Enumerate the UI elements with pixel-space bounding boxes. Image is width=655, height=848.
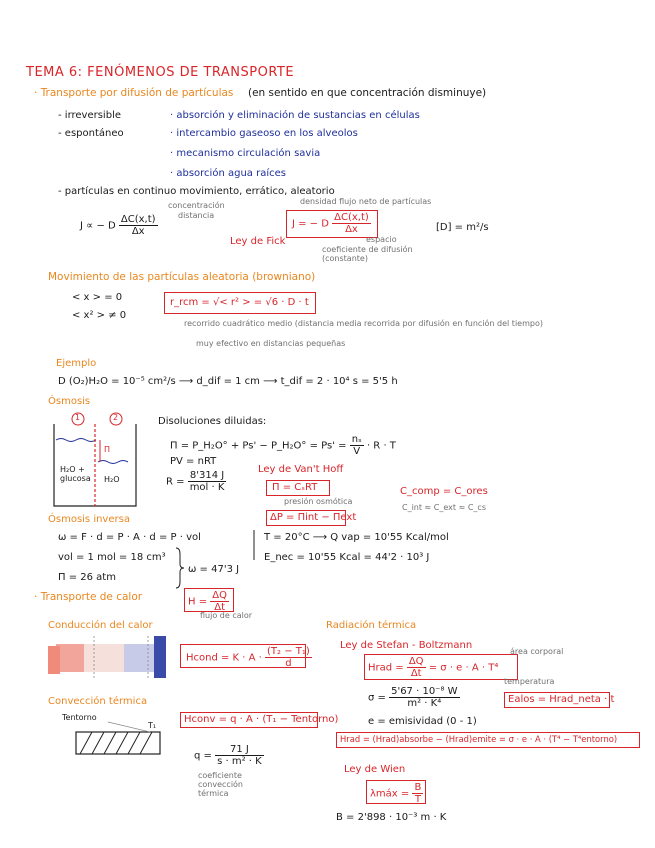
- h2o-glucosa-label: H₂O + glucosa: [60, 465, 91, 483]
- radiacion-heading: Radiación térmica: [326, 620, 417, 631]
- ejemplo-equation: D (O₂)H₂O = 10⁻⁵ cm²/s ⟶ d_dif = 1 cm ⟶ t_dif = 2 · 10⁴ s = 5'5 h: [58, 376, 398, 387]
- circle-1-label: 1: [75, 413, 81, 422]
- example-4: · absorción agua raíces: [170, 168, 286, 179]
- h2o-label: H₂O: [104, 475, 120, 484]
- hconv-equation: Hconv = q · A · (T₁ − Tentorno): [184, 714, 339, 725]
- fick-label: Ley de Fick: [230, 236, 286, 247]
- conduccion-heading: Conducción del calor: [48, 620, 153, 631]
- cint-equation: C_int ≈ C_ext ≈ C_cs: [402, 503, 486, 512]
- pi-equation: Π = P_H₂O° + Ps' − P_H₂O° = Ps' = $\frac{\text{nₛ}}{V}$ · R · T: [170, 434, 396, 457]
- ealos-equation: Ealos = Hrad_neta · t: [508, 694, 615, 705]
- vanthoff-label: Ley de Van't Hoff: [258, 464, 344, 475]
- page-title: TEMA 6: FENÓMENOS DE TRANSPORTE: [26, 65, 295, 80]
- browniano-heading: Movimiento de las partículas aleatoria (browniano): [48, 271, 316, 283]
- disoluciones-label: Disoluciones diluidas:: [158, 416, 267, 427]
- r-equation: R = $\frac{8'314 J}{\text{mol · K}}$: [166, 470, 225, 493]
- q-equation: q = $\frac{71 J}{\text{s · m² · K}}$: [194, 744, 262, 767]
- circle-2-label: 2: [113, 413, 119, 422]
- vanthoff-equation: Π = CₛRT: [272, 482, 318, 493]
- ejemplo-heading: Ejemplo: [56, 358, 97, 369]
- area-label: área corporal: [510, 647, 564, 656]
- x-mean: < x > = 0: [72, 292, 123, 303]
- dist-label: distancia: [178, 211, 215, 220]
- rcm-note-1: recorrido cuadrático medio (distancia media recorrida por difusión en función del tiempo): [184, 319, 543, 328]
- hcond-equation: Hcond = K · A · $\frac{\text{(T₂ − T₁)}}{d}$: [186, 646, 310, 669]
- flujo-label: flujo de calor: [200, 611, 253, 620]
- densidad-label: densidad flujo neto de partículas: [300, 197, 432, 206]
- enec-equation: E_nec = 10'55 Kcal = 44'2 · 10³ J: [264, 552, 430, 563]
- h-equation: H = $\frac{\Delta Q}{\Delta t}$: [188, 590, 227, 613]
- prop-irreversible: - irreversible: [58, 110, 121, 121]
- coef-label: coeficiente de difusión (constante): [322, 245, 413, 263]
- conc-label: concentración: [168, 201, 225, 210]
- osmosis-heading: Ósmosis: [48, 396, 91, 407]
- hrad-equation: Hrad = $\frac{\Delta Q}{\Delta t}$ = σ · e · A · T⁴: [368, 656, 499, 679]
- pi-atm: Π = 26 atm: [58, 572, 116, 583]
- difusion-note: (en sentido en que concentración disminuye): [248, 87, 487, 99]
- particulas-text: - partículas en continuo movimiento, errático, aleatorio: [58, 186, 335, 197]
- presion-label: presión osmótica: [284, 497, 353, 506]
- t1-label: T₁: [148, 721, 157, 730]
- example-3: · mecanismo circulación savia: [170, 148, 321, 159]
- deltap-equation: ΔP = Πint − Πext: [270, 512, 357, 523]
- sigma-equation: σ = $\frac{\text{5'67 · 10⁻⁸ W}}{\text{m² · K⁴}}$: [368, 686, 458, 709]
- osmosis-inversa-heading: Ósmosis inversa: [48, 514, 130, 525]
- stefan-label: Ley de Stefan - Boltzmann: [340, 640, 473, 651]
- j-proportional: J ∝ − D $\frac{\Delta C(x,t)}{\Delta x}$: [80, 214, 156, 237]
- ccomp-equation: C_comp = C_ores: [400, 486, 488, 497]
- w-value: ω = 47'3 J: [188, 564, 240, 575]
- temp-label: temperatura: [504, 677, 555, 686]
- rcm-note-2: muy efectivo en distancias pequeñas: [196, 339, 346, 348]
- example-1: · absorción y eliminación de sustancias en células: [170, 110, 420, 121]
- lambda-equation: λmáx = $\frac{B}{T}$: [370, 782, 422, 805]
- wien-label: Ley de Wien: [344, 764, 406, 775]
- x2-mean: < x² > ≠ 0: [72, 310, 127, 321]
- pi-label: Π: [104, 445, 111, 454]
- espacio-label: espacio: [366, 235, 397, 244]
- fick-equation: J = − D $\frac{\Delta C(x,t)}{\Delta x}$: [292, 212, 369, 235]
- hrad-neta-equation: Hrad = (Hrad)absorbe − (Hrad)emite = σ · e · A · (T⁴ − T⁴entorno): [340, 734, 618, 744]
- calor-heading: · Transporte de calor: [34, 591, 143, 603]
- rcm-equation: r_rcm = √< r² > = √6 · D · t: [170, 297, 309, 308]
- example-2: · intercambio gaseoso en los alveolos: [170, 128, 358, 139]
- d-units: [D] = m²/s: [436, 222, 489, 233]
- pv-equation: PV = nRT: [170, 456, 217, 467]
- b-constant: B = 2'898 · 10⁻³ m · K: [336, 812, 447, 823]
- vol-equation: vol = 1 mol = 18 cm³: [58, 552, 166, 563]
- tentorno-label: Tentorno: [62, 713, 97, 722]
- t-equation: T = 20°C ⟶ Q vap = 10'55 Kcal/mol: [264, 532, 449, 543]
- conveccion-heading: Convección térmica: [48, 696, 148, 707]
- difusion-heading: · Transporte por difusión de partículas: [34, 87, 234, 99]
- w-equation: ω = F · d = P · A · d = P · vol: [58, 532, 201, 543]
- coef-conv-label: coeficiente convección térmica: [198, 771, 244, 798]
- prop-espontaneo: - espontáneo: [58, 128, 124, 139]
- emisividad: e = emisividad (0 - 1): [368, 716, 477, 727]
